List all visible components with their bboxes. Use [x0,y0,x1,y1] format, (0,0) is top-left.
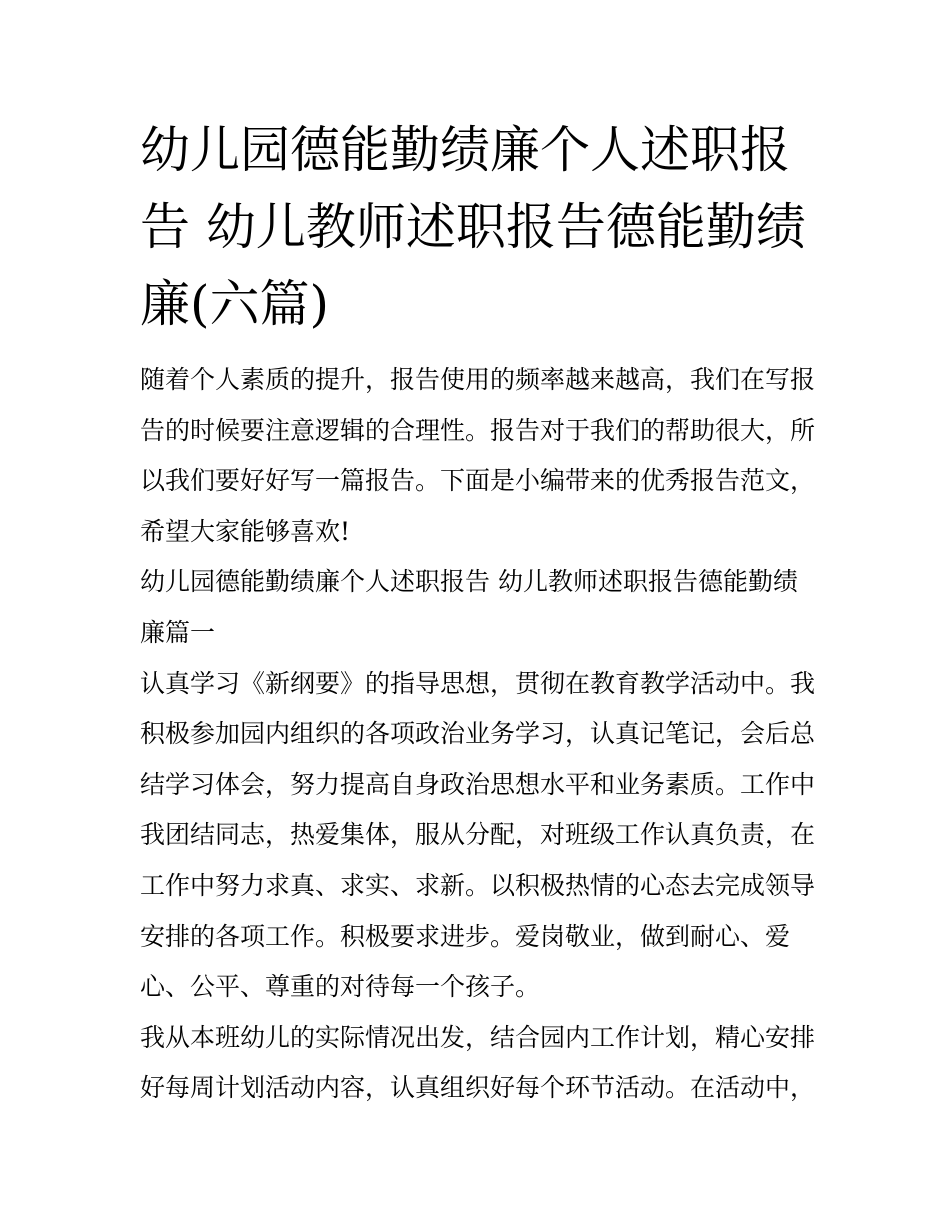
body-paragraph: 认真学习《新纲要》的指导思想，贯彻在教育教学活动中。我积极参加园内组织的各项政治业务学习，认真记笔记，会后总结学习体会，努力提高自身政治思想水平和业务素质。工作中我团结同志，热爱集体，服从分配，对班级工作认真负责，在工作中努力求真、求实、求新。以积极热情的心态去完成领导安排的各项工作。积极要求进步。爱岗敬业，做到耐心、爱心、公平、尊重的对待每一个孩子。 [140,668,816,1002]
body-paragraph: 我从本班幼儿的实际情况出发，结合园内工作计划，精心安排好每周计划活动内容，认真组织好每个环节活动。在活动中， [140,1022,816,1103]
section-heading: 幼儿园德能勤绩廉个人述职报告 幼儿教师述职报告德能勤绩廉篇一 [140,567,798,647]
document-title: 幼儿园德能勤绩廉个人述职报告 幼儿教师述职报告德能勤绩廉(六篇) [140,121,806,333]
document-body [140,355,820,1114]
document-page [140,112,820,1114]
intro-paragraph: 随着个人素质的提升，报告使用的频率越来越高，我们在写报告的时候要注意逻辑的合理性。报告对于我们的帮助很大，所以我们要好好写一篇报告。下面是小编带来的优秀报告范文，希望大家能够喜欢! [140,365,816,546]
